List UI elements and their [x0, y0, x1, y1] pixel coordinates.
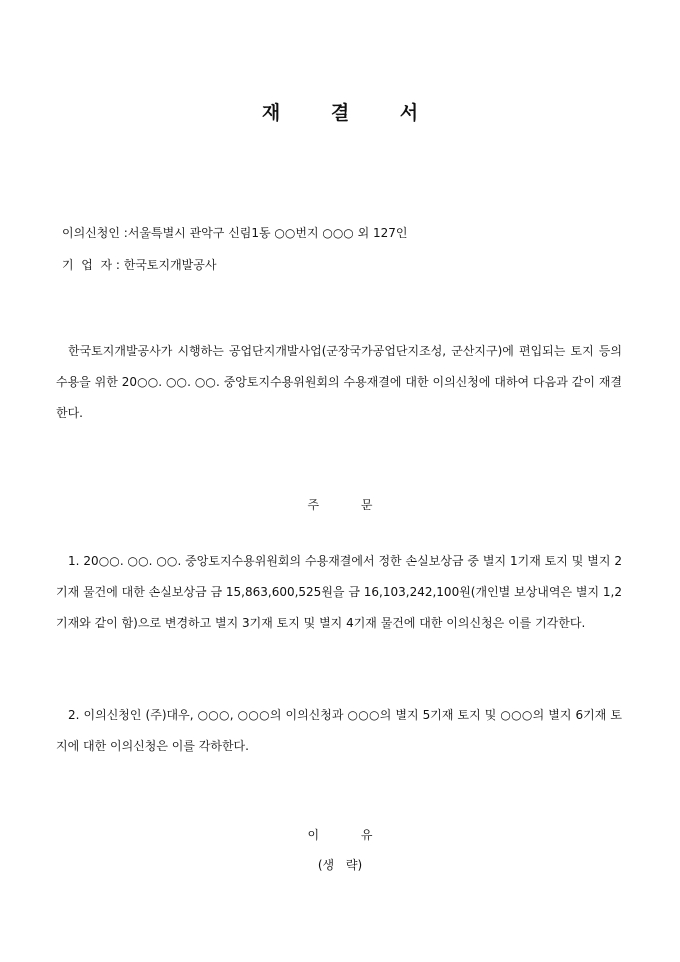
document-title: 재 결 서 [261, 102, 441, 124]
order-item-2-text: 2. 이의신청인 (주)대우, ○○○, ○○○의 이의신청과 ○○○의 별지 5기재 토지 및 ○○○의 별지 6기재 토지에 대한 이의신청은 이를 각하한다. [56, 708, 622, 753]
order-heading: 주 문 [307, 498, 373, 512]
order-item-1-text: 1. 20○○. ○○. ○○. 중앙토지수용위원회의 수용재결에서 정한 손실보상금 중 별지 1기재 토지 및 별지 2기재 물건에 대한 손실보상금 금 15,863,600,525원을 금 16,103,242,100원(개인별 보상내역은 별지 1,2기재와 같이 함)으로 변경하고 별지 3기재 토지 및 별지 4기재 물건에 대한 이의신청은 이를 기각한다. [56, 554, 622, 630]
company-line [62, 256, 216, 273]
intro-text: 한국토지개발공사가 시행하는 공업단지개발사업(군장국가공업단지조성, 군산지구)에 편입되는 토지 등의 수용을 위한 20○○. ○○. ○○. 중앙토지수용위원회의 수용재결에 대한 이의신청에 대하여 다음과 같이 재결한다. [56, 344, 622, 420]
applicant-line [62, 224, 408, 241]
reason-heading: 이 유 [307, 828, 373, 842]
order-item-2 [56, 700, 622, 762]
reason-omitted: (생 략) [317, 858, 363, 872]
company-value: 한국토지개발공사 [123, 258, 217, 272]
applicant-label: 이의신청인 : [62, 226, 128, 240]
order-item-1 [56, 546, 622, 639]
intro-paragraph [56, 336, 622, 429]
applicant-value: 서울특별시 관악구 신림1동 ○○번지 ○○○ 외 127인 [127, 226, 408, 240]
company-label: 기 업 자 : [62, 258, 124, 272]
